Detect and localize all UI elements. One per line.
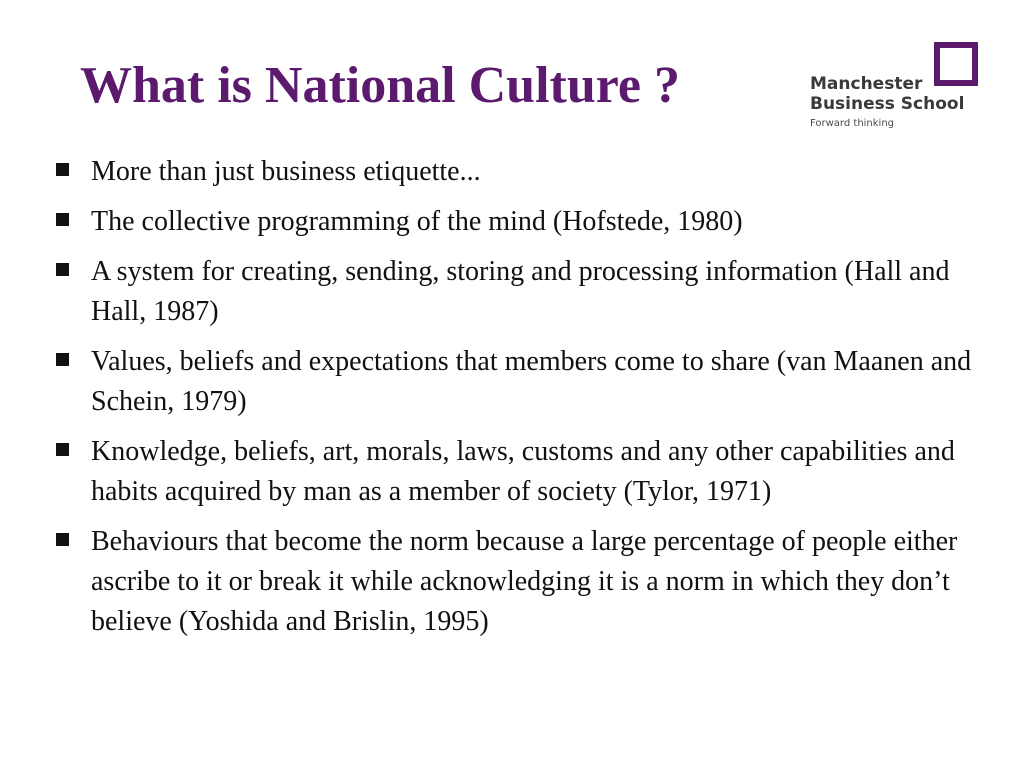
square-bullet-icon <box>56 163 69 176</box>
logo-square-icon <box>934 42 978 86</box>
manchester-business-school-logo <box>806 38 996 138</box>
bullet-item <box>56 152 996 192</box>
square-bullet-icon <box>56 213 69 226</box>
square-bullet-icon <box>56 353 69 366</box>
bullet-list <box>56 152 996 652</box>
bullet-text: Behaviours that become the norm because a large percentage of people either ascribe to it or break it while acknowledging it is a norm in which they don’t believe (Yoshida and Brislin, 1995) <box>91 526 958 637</box>
bullet-text: More than just business etiquette... <box>91 156 481 187</box>
bullet-item <box>56 342 996 422</box>
bullet-item <box>56 202 996 242</box>
bullet-text: The collective programming of the mind (Hofstede, 1980) <box>91 206 743 237</box>
bullet-text: Values, beliefs and expectations that members come to share (van Maanen and Schein, 1979) <box>91 346 972 417</box>
logo-name-line2: Business School <box>810 94 965 114</box>
square-bullet-icon <box>56 533 69 546</box>
bullet-item <box>56 522 996 642</box>
square-bullet-icon <box>56 443 69 456</box>
bullet-item <box>56 252 996 332</box>
logo-name-line1: Manchester <box>810 74 923 94</box>
slide-title: What is National Culture ? <box>80 57 680 114</box>
square-bullet-icon <box>56 263 69 276</box>
bullet-text: Knowledge, beliefs, art, morals, laws, customs and any other capabilities and habits acquired by man as a member of society (Tylor, 1971) <box>91 436 955 507</box>
bullet-text: A system for creating, sending, storing and processing information (Hall and Hall, 1987) <box>91 256 950 327</box>
logo-tagline: Forward thinking <box>810 118 895 129</box>
bullet-item <box>56 432 996 512</box>
